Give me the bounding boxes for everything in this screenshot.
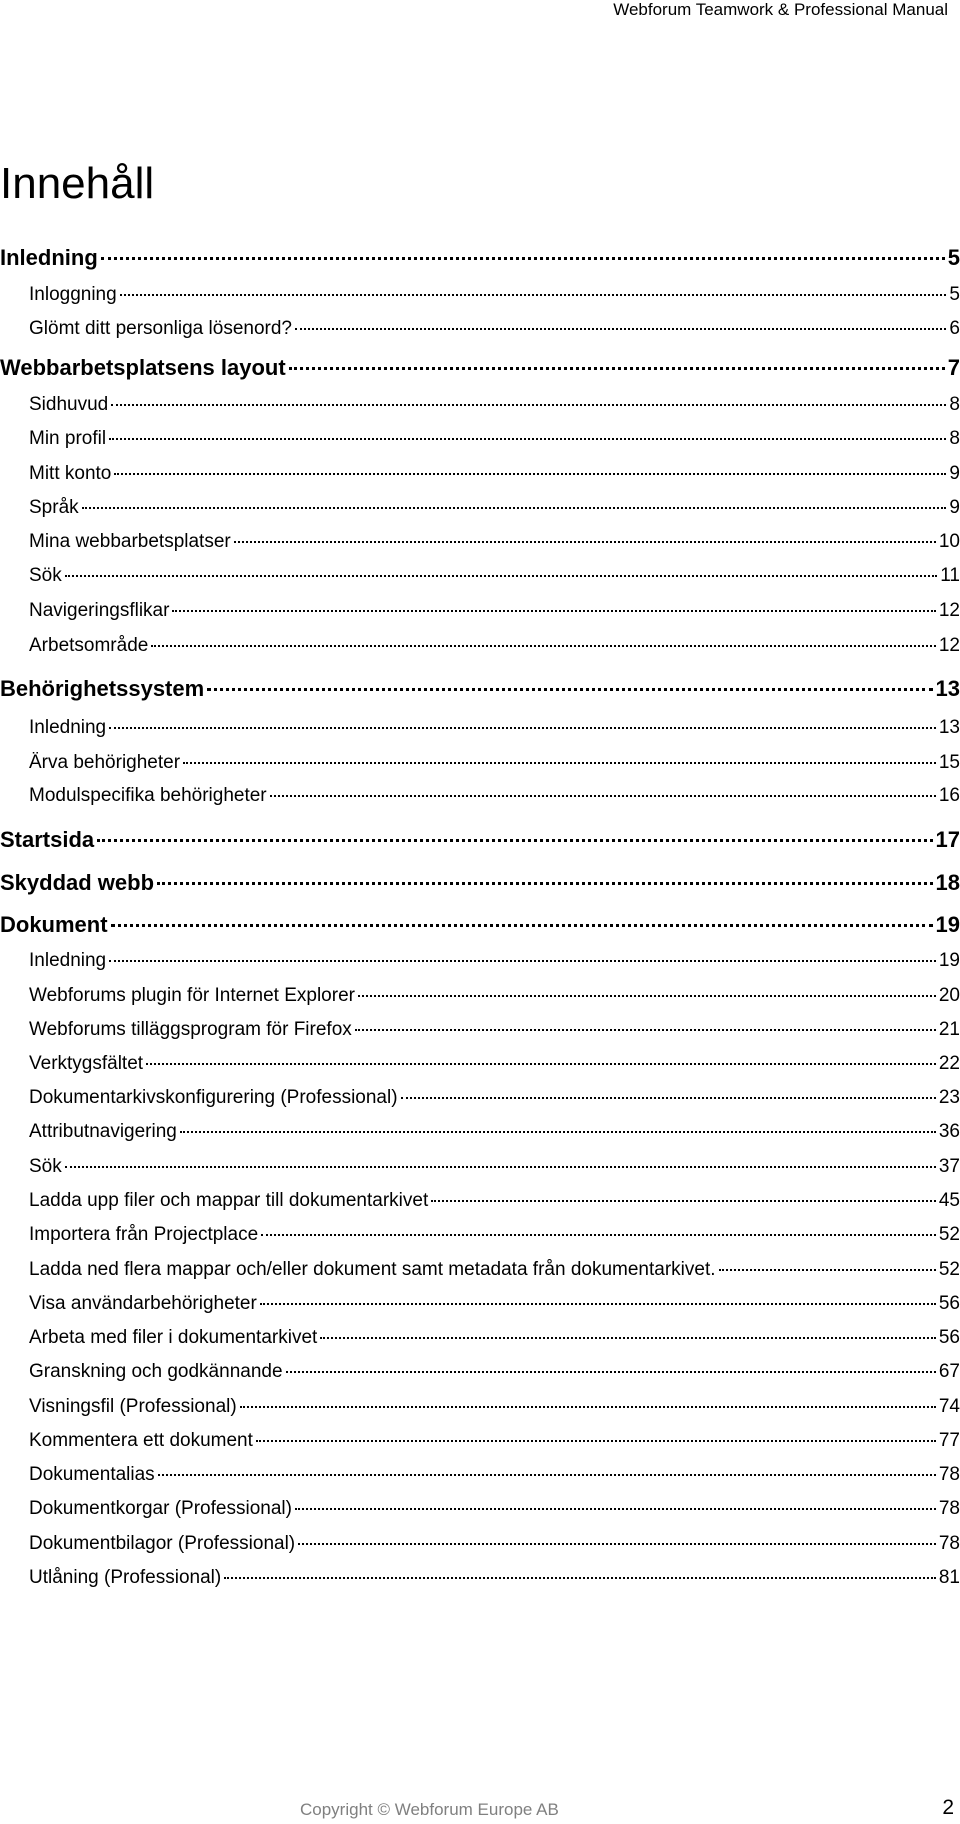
toc-section-entry[interactable]: [0, 1361, 960, 1383]
toc-section-entry[interactable]: [0, 1019, 960, 1041]
toc-chapter-entry[interactable]: [0, 827, 960, 853]
toc-entry-label: Sidhuvud: [29, 394, 109, 415]
toc-section-entry[interactable]: [0, 752, 960, 774]
toc-chapter-entry[interactable]: [0, 676, 960, 702]
toc-section-entry[interactable]: [0, 1190, 960, 1212]
toc-entry-page: 8: [949, 394, 960, 415]
toc-dot-leader: [261, 1234, 936, 1236]
toc-entry-label: Inledning: [0, 245, 98, 270]
toc-entry-label: Glömt ditt personliga lösenord?: [29, 318, 292, 339]
toc-entry-page: 78: [938, 1464, 960, 1485]
toc-dot-leader: [286, 1371, 936, 1373]
toc-entry-page: 18: [935, 870, 960, 895]
toc-section-entry[interactable]: [0, 1293, 960, 1315]
toc-dot-leader: [234, 541, 936, 543]
toc-entry-page: 12: [938, 635, 960, 656]
toc-dot-leader: [256, 1440, 936, 1442]
toc-entry-page: 15: [938, 752, 960, 773]
toc-section-entry[interactable]: [0, 600, 960, 622]
toc-chapter-entry[interactable]: [0, 870, 960, 896]
toc-section-entry[interactable]: [0, 1498, 960, 1520]
toc-section-entry[interactable]: [0, 1156, 960, 1178]
toc-entry-page: 9: [949, 497, 960, 518]
toc-dot-leader: [109, 960, 936, 962]
toc-entry-label: Navigeringsflikar: [29, 600, 170, 621]
toc-section-entry[interactable]: [0, 1327, 960, 1349]
toc-entry-page: 10: [938, 531, 960, 552]
toc-dot-leader: [157, 882, 932, 885]
toc-dot-leader: [401, 1097, 936, 1099]
toc-entry-page: 7: [947, 355, 960, 380]
toc-dot-leader: [109, 727, 936, 729]
footer-page-number: 2: [942, 1796, 954, 1819]
toc-entry-page: 16: [938, 785, 960, 806]
toc-entry-page: 45: [938, 1190, 960, 1211]
toc-entry-page: 6: [949, 318, 960, 339]
toc-entry-page: 11: [940, 565, 960, 586]
toc-entry-label: Dokument: [0, 912, 108, 937]
toc-dot-leader: [120, 294, 947, 296]
toc-entry-page: 9: [949, 463, 960, 484]
toc-section-entry[interactable]: [0, 950, 960, 972]
toc-entry-label: Mina webbarbetsplatser: [29, 531, 231, 552]
toc-entry-label: Attributnavigering: [29, 1121, 177, 1142]
toc-entry-label: Skyddad webb: [0, 870, 155, 895]
toc-entry-page: 56: [938, 1293, 960, 1314]
toc-chapter-entry[interactable]: [0, 245, 960, 271]
toc-entry-page: 37: [938, 1156, 960, 1177]
toc-section-entry[interactable]: [0, 463, 960, 485]
toc-entry-label: Inledning: [29, 717, 107, 738]
toc-entry-label: Mitt konto: [29, 463, 112, 484]
toc-dot-leader: [158, 1474, 936, 1476]
toc-dot-leader: [355, 1029, 936, 1031]
toc-section-entry[interactable]: [0, 394, 960, 416]
toc-section-entry[interactable]: [0, 1259, 960, 1281]
toc-entry-page: 13: [938, 717, 960, 738]
toc-entry-label: Utlåning (Professional): [29, 1567, 222, 1588]
toc-entry-page: 81: [938, 1567, 960, 1588]
toc-entry-page: 17: [935, 827, 960, 852]
toc-section-entry[interactable]: [0, 1087, 960, 1109]
toc-entry-page: 12: [938, 600, 960, 621]
toc-entry-page: 56: [938, 1327, 960, 1348]
toc-section-entry[interactable]: [0, 318, 960, 340]
toc-entry-label: Ärva behörigheter: [29, 752, 181, 773]
toc-dot-leader: [260, 1303, 936, 1305]
toc-entry-label: Importera från Projectplace: [29, 1224, 259, 1245]
toc-entry-page: 22: [938, 1053, 960, 1074]
page-title: Innehåll: [0, 159, 155, 208]
toc-entry-label: Inledning: [29, 950, 107, 971]
toc-entry-label: Ladda upp filer och mappar till dokumentarkivet: [29, 1190, 429, 1211]
toc-entry-page: 19: [938, 950, 960, 971]
toc-section-entry[interactable]: [0, 1396, 960, 1418]
toc-entry-page: 13: [935, 676, 960, 701]
toc-entry-label: Granskning och godkännande: [29, 1361, 283, 1382]
toc-dot-leader: [295, 1508, 936, 1510]
toc-section-entry[interactable]: [0, 635, 960, 657]
toc-entry-label: Sök: [29, 565, 62, 586]
toc-dot-leader: [719, 1269, 936, 1271]
footer-copyright: Copyright © Webforum Europe AB: [300, 1800, 559, 1819]
toc-dot-leader: [109, 438, 946, 440]
toc-section-entry[interactable]: [0, 565, 960, 587]
toc-dot-leader: [183, 762, 936, 764]
toc-section-entry[interactable]: [0, 1224, 960, 1246]
toc-dot-leader: [111, 404, 946, 406]
toc-dot-leader: [224, 1577, 936, 1579]
toc-section-entry[interactable]: [0, 1567, 960, 1589]
toc-dot-leader: [240, 1406, 936, 1408]
toc-dot-leader: [97, 839, 932, 842]
toc-section-entry[interactable]: [0, 284, 960, 306]
toc-section-entry[interactable]: [0, 1121, 960, 1143]
toc-chapter-entry[interactable]: [0, 355, 960, 381]
toc-entry-label: Webforums plugin för Internet Explorer: [29, 985, 355, 1006]
toc-dot-leader: [358, 995, 936, 997]
toc-entry-page: 19: [935, 912, 960, 937]
toc-entry-label: Webbarbetsplatsens layout: [0, 355, 286, 380]
toc-entry-page: 52: [938, 1224, 960, 1245]
toc-dot-leader: [180, 1131, 936, 1133]
toc-entry-label: Webforums tilläggsprogram för Firefox: [29, 1019, 352, 1040]
toc-entry-page: 20: [938, 985, 960, 1006]
toc-entry-page: 52: [938, 1259, 960, 1280]
toc-entry-page: 78: [938, 1498, 960, 1519]
toc-entry-label: Kommentera ett dokument: [29, 1430, 253, 1451]
toc-dot-leader: [114, 473, 946, 475]
toc-entry-label: Dokumentbilagor (Professional): [29, 1533, 296, 1554]
toc-dot-leader: [172, 610, 935, 612]
toc-entry-label: Min profil: [29, 428, 107, 449]
toc-dot-leader: [101, 257, 945, 260]
toc-entry-label: Visningsfil (Professional): [29, 1396, 237, 1417]
toc-entry-label: Visa användarbehörigheter: [29, 1293, 257, 1314]
running-header: Webforum Teamwork & Professional Manual: [613, 0, 948, 19]
toc-entry-label: Behörighetssystem: [0, 676, 205, 701]
toc-dot-leader: [207, 688, 932, 691]
toc-entry-page: 21: [938, 1019, 960, 1040]
toc-entry-label: Dokumentarkivskonfigurering (Professional): [29, 1087, 398, 1108]
toc-entry-page: 67: [938, 1361, 960, 1382]
toc-section-entry[interactable]: [0, 1430, 960, 1452]
toc-dot-leader: [65, 575, 938, 577]
toc-dot-leader: [146, 1063, 936, 1065]
toc-section-entry[interactable]: [0, 1464, 960, 1486]
toc-section-entry[interactable]: [0, 785, 960, 807]
toc-dot-leader: [82, 507, 947, 509]
toc-entry-label: Dokumentkorgar (Professional): [29, 1498, 292, 1519]
toc-entry-label: Arbeta med filer i dokumentarkivet: [29, 1327, 318, 1348]
toc-dot-leader: [65, 1166, 936, 1168]
toc-entry-label: Språk: [29, 497, 79, 518]
toc-dot-leader: [295, 328, 946, 330]
toc-entry-label: Inloggning: [29, 284, 117, 305]
toc-entry-page: 74: [938, 1396, 960, 1417]
toc-dot-leader: [289, 367, 945, 370]
toc-entry-label: Sök: [29, 1156, 62, 1177]
toc-dot-leader: [320, 1337, 936, 1339]
toc-entry-label: Startsida: [0, 827, 95, 852]
toc-section-entry[interactable]: [0, 497, 960, 519]
toc-entry-label: Arbetsområde: [29, 635, 149, 656]
toc-entry-page: 23: [938, 1087, 960, 1108]
toc-entry-page: 77: [938, 1430, 960, 1451]
toc-dot-leader: [151, 645, 936, 647]
toc-dot-leader: [111, 924, 933, 927]
toc-entry-label: Modulspecifika behörigheter: [29, 785, 267, 806]
toc-section-entry[interactable]: [0, 1053, 960, 1075]
toc-section-entry[interactable]: [0, 717, 960, 739]
toc-entry-label: Dokumentalias: [29, 1464, 155, 1485]
toc-entry-page: 5: [947, 245, 960, 270]
toc-chapter-entry[interactable]: [0, 912, 960, 938]
toc-entry-page: 36: [938, 1121, 960, 1142]
toc-entry-label: Verktygsfältet: [29, 1053, 144, 1074]
toc-dot-leader: [298, 1543, 936, 1545]
toc-entry-page: 5: [949, 284, 960, 305]
toc-section-entry[interactable]: [0, 1533, 960, 1555]
toc-dot-leader: [270, 795, 936, 797]
toc-entry-page: 78: [938, 1533, 960, 1554]
toc-entry-label: Ladda ned flera mappar och/eller dokument samt metadata från dokumentarkivet.: [29, 1259, 716, 1280]
toc-entry-page: 8: [949, 428, 960, 449]
toc-section-entry[interactable]: [0, 531, 960, 553]
toc-dot-leader: [431, 1200, 936, 1202]
toc-section-entry[interactable]: [0, 428, 960, 450]
toc-section-entry[interactable]: [0, 985, 960, 1007]
